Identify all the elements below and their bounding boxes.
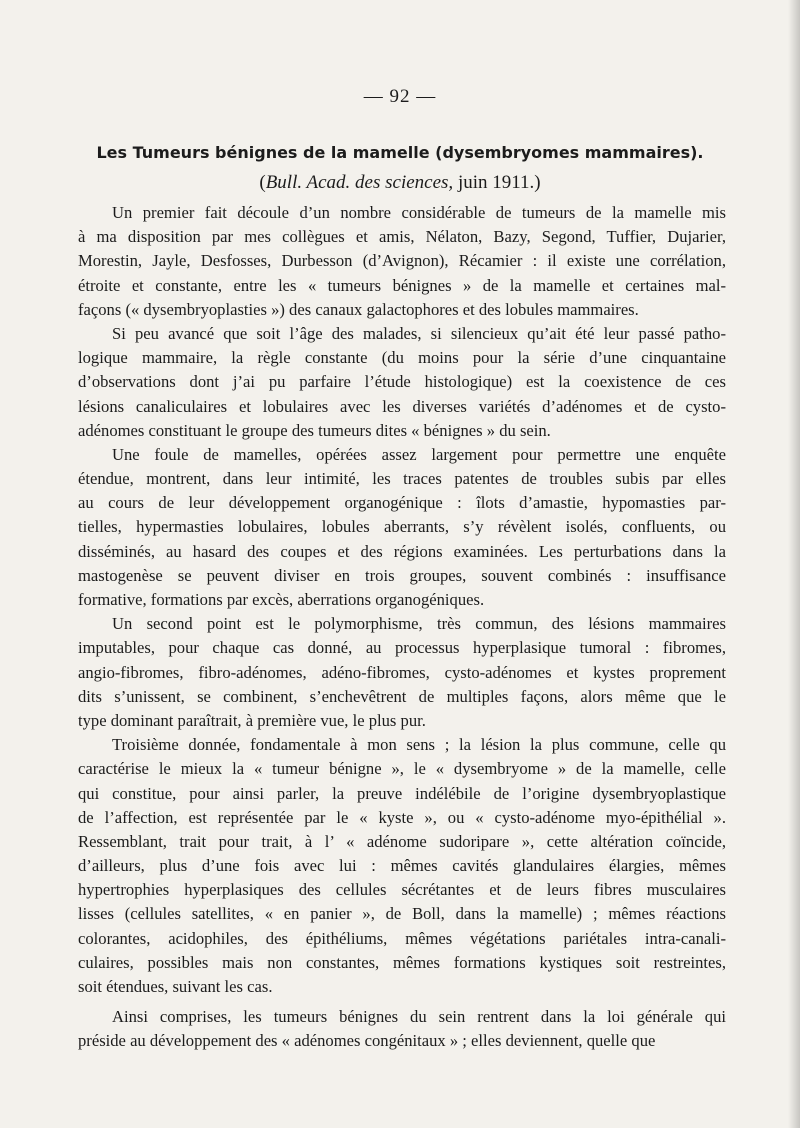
paragraph xyxy=(78,733,726,999)
text-line: disséminés, au hasard des coupes et des régions examinées. Les perturbations dans la xyxy=(78,541,726,561)
text-line: à ma disposition par mes collègues et amis, Nélaton, Bazy, Segond, Tuffier, Dujarier, xyxy=(78,227,726,247)
text-line: d’observations dont j’ai pu parfaire l’étude histologique) est la coexistence de ces xyxy=(78,372,726,392)
text-line: formative, formations par excès, aberrations organogéniques. xyxy=(78,590,485,609)
text-line: au cours de leur développement organogénique : îlots d’amastie, hypomasties par- xyxy=(78,493,726,513)
text-line: lésions canaliculaires et lobulaires avec les diverses variétés d’adénomes et de cysto- xyxy=(78,396,726,416)
text-line: angio-fibromes, fibro-adénomes, adéno-fibromes, cysto-adénomes et kystes proprement xyxy=(78,662,726,682)
text-line: étroite et constante, entre les « tumeurs bénignes » de la mamelle et certaines mal- xyxy=(78,275,726,295)
citation-source: Bull. Acad. des sciences, xyxy=(265,172,454,193)
text-line: Troisième donnée, fondamentale à mon sens ; la lésion la plus commune, celle qu xyxy=(112,735,726,755)
page-number: — 92 — xyxy=(363,86,437,107)
text-line: façons (« dysembryoplasties ») des canaux galactophores et des lobules mammaires. xyxy=(78,299,639,319)
text-line: Une foule de mamelles, opérées assez largement pour permettre une enquête xyxy=(112,444,726,464)
text-line: lisses (cellules satellites, « en panier », de Boll, dans la mamelle) ; mêmes réactions xyxy=(78,904,726,924)
text-line: colorantes, acidophiles, des épithéliums, mêmes végétations pariétales intra-canali- xyxy=(78,928,726,948)
text-line: Un premier fait découle d’un nombre considérable de tumeurs de la mamelle mis xyxy=(112,203,726,222)
citation-open: ( xyxy=(259,172,266,193)
text-line: dits s’unissent, se combinent, s’enchevêtrent de multiples façons, alors même que le xyxy=(78,686,726,706)
text-line: Ainsi comprises, les tumeurs bénignes du sein rentrent dans la loi générale qui xyxy=(112,1007,726,1027)
text-line: logique mammaire, la règle constante (du moins pour la série d’une cinquantaine xyxy=(78,348,726,368)
text-line: étendue, montrent, dans leur intimité, les traces patentes de troubles subis par elles xyxy=(78,469,726,489)
text-line: adénomes constituant le groupe des tumeurs dites « bénignes » du sein. xyxy=(78,420,551,440)
paragraph xyxy=(78,443,726,612)
text-line: de l’affection, est représentée par le « kyste », ou « cysto-adénome myo-épithélial ». xyxy=(78,807,726,827)
text-line: culaires, possibles mais non constantes, mêmes formations kystiques soit restreintes, xyxy=(78,952,726,972)
text-line: type dominant paraîtrait, à première vue, le plus pur. xyxy=(78,710,426,730)
paragraph xyxy=(78,201,726,322)
body-text xyxy=(78,201,726,1054)
article-title: Les Tumeurs bénignes de la mamelle (dysembryomes mammaires). xyxy=(96,143,704,162)
text-line: Un second point est le polymorphisme, très commun, des lésions mammaires xyxy=(112,614,726,634)
paragraph xyxy=(78,612,726,733)
text-line: préside au développement des « adénomes congénitaux » ; elles deviennent, quelle que xyxy=(78,1031,656,1051)
text-line: hypertrophies hyperplasiques des cellules sécrétantes et de leurs fibres musculaires xyxy=(78,880,726,900)
citation xyxy=(0,172,800,194)
page-edge-shadow xyxy=(788,0,800,1128)
text-line: Si peu avancé que soit l’âge des malades, si silencieux qu’ait été leur passé patho- xyxy=(112,323,726,343)
paragraph xyxy=(78,322,726,443)
text-line: qui constitue, pour ainsi parler, la preuve indélébile de l’origine dysembryoplastique xyxy=(78,783,726,803)
text-line: caractérise le mieux la « tumeur bénigne », le « dysembryome » de la mamelle, celle xyxy=(78,759,726,779)
text-line: imputables, pour chaque cas donné, au processus hyperplasique tumoral : fibromes, xyxy=(78,638,726,658)
text-line: mastogenèse se peuvent diviser en trois groupes, souvent combinés : insuffisance xyxy=(78,565,726,585)
citation-date: juin 1911.) xyxy=(453,172,541,193)
text-line: Ressemblant, trait pour trait, à l’ « adénome sudoripare », cette altération coïncide, xyxy=(78,831,726,851)
text-line: tielles, hypermasties lobulaires, lobules aberrants, s’y révèlent isolés, confluents, ou xyxy=(78,517,726,537)
text-line: soit étendues, suivant les cas. xyxy=(78,977,273,996)
paragraph xyxy=(78,1005,726,1053)
text-line: Morestin, Jayle, Desfosses, Durbesson (d’Avignon), Récamier : il existe une corrélation, xyxy=(78,251,726,271)
text-line: d’ailleurs, plus d’une fois avec lui : mêmes cavités glandulaires élargies, mêmes xyxy=(78,856,726,876)
